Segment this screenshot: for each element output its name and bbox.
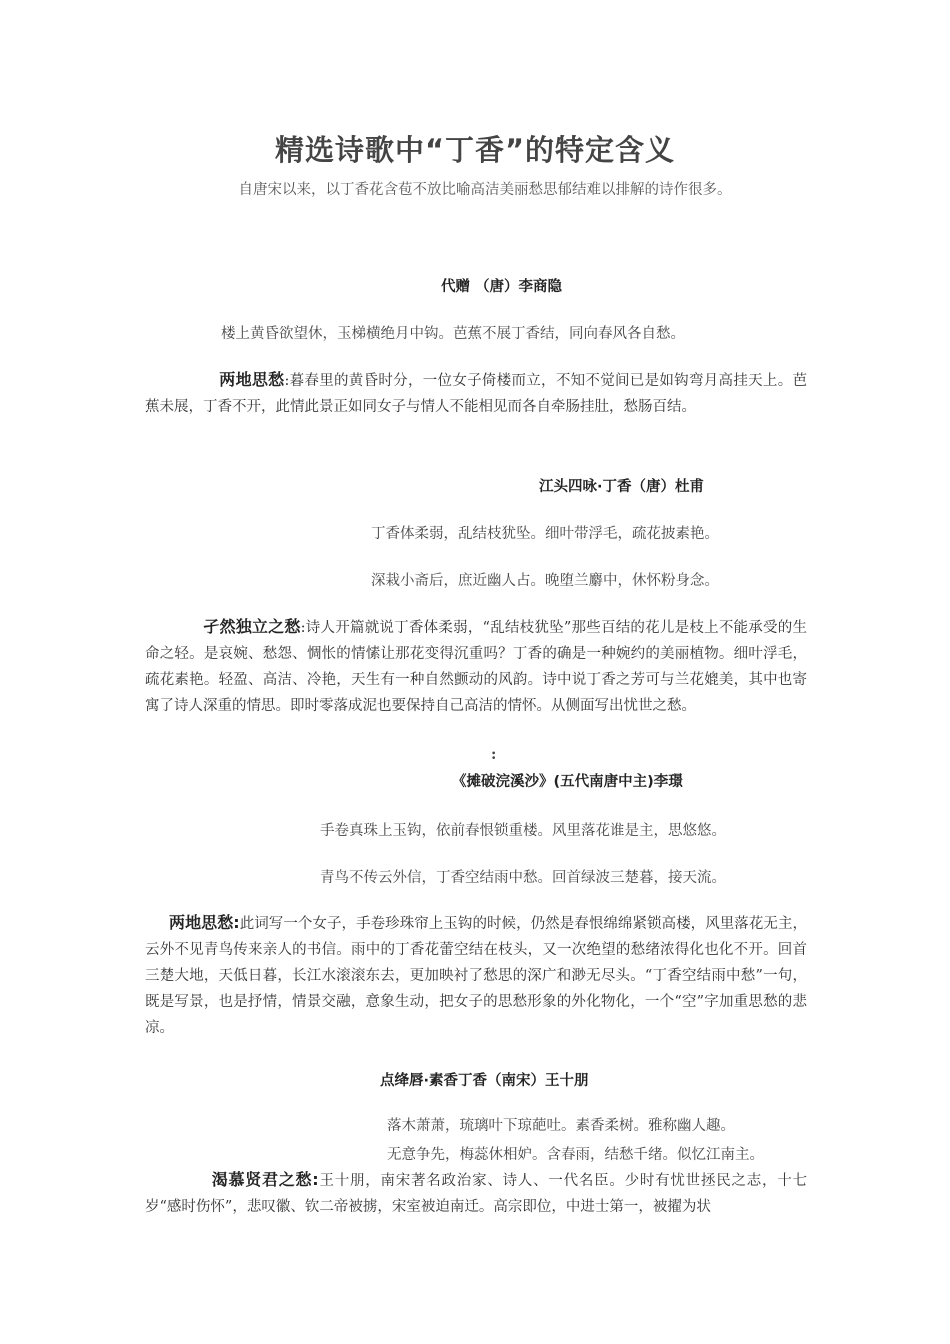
- commentary-text: :暮春里的黄昏时分，一位女子倚楼而立，不知不觉间已是如钩弯月高挂天上。芭蕉未展，丁香不开，此情此景正如同女子与情人不能相见而各自牵肠挂肚，愁肠百结。: [145, 373, 807, 415]
- poem-line: 手卷真珠上玉钩，依前春恨锁重楼。风里落花谁是主，思悠悠。: [320, 823, 726, 839]
- poem-line: 楼上黄昏欲望休，玉梯横绝月中钩。芭蕉不展丁香结，同向春风各自愁。: [221, 326, 685, 342]
- commentary-keyword: 孑然独立之愁: [203, 617, 301, 636]
- commentary-paragraph: [145, 1167, 807, 1220]
- poem-line: 青鸟不传云外信，丁香空结雨中愁。回首绿波三楚暮，接天流。: [320, 870, 726, 886]
- section-marker: :: [491, 746, 497, 763]
- poem-heading: 《摊破浣溪沙》(五代南唐中主)李璟: [452, 774, 683, 790]
- commentary-paragraph: [145, 614, 807, 719]
- poem-heading: 点绛唇·素香丁香（南宋）王十朋: [380, 1073, 589, 1089]
- poem-line: 落木萧萧，琉璃叶下琼葩吐。素香柔树。雅称幽人趣。: [387, 1118, 735, 1134]
- commentary-text: 此词写一个女子，手卷珍珠帘上玉钩的时候，仍然是春恨绵绵紧锁高楼，风里落花无主，云外不见青鸟传来亲人的书信。雨中的丁香花蕾空结在枝头，又一次绝望的愁绪浓得化也化不开。回首三楚大地，天低日暮，长江水滚滚东去，更加映衬了愁思的深广和渺无尽头。“丁香空结雨中愁”一句，既是写景，也是抒情，情景交融，意象生动，把女子的思愁形象的外化物化，一个“空”字加重思愁的悲凉。: [145, 916, 807, 1036]
- poem-line: 无意争先，梅蕊休相妒。含春雨，结愁千绪。似忆江南主。: [387, 1147, 764, 1163]
- poem-heading: 代赠 （唐）李商隐: [441, 279, 563, 295]
- poem-line: 深栽小斋后，庶近幽人占。晚堕兰麝中，休怀粉身念。: [371, 573, 719, 589]
- page-title: 精选诗歌中“丁香”的特定含义: [274, 133, 676, 167]
- commentary-keyword: 两地思愁:: [169, 913, 240, 932]
- poem-heading: 江头四咏·丁香（唐）杜甫: [539, 479, 705, 495]
- commentary-text: 王十朋，南宋著名政治家、诗人、一代名臣。少时有忧世拯民之志，十七岁“感时伤怀”，悲叹徽、钦二帝被掳，宋室被迫南迁。高宗即位，中进士第一，被擢为状: [145, 1173, 807, 1215]
- commentary-paragraph: [145, 910, 807, 1041]
- commentary-text: :诗人开篇就说丁香体柔弱，“乱结枝犹坠”那些百结的花儿是枝上不能承受的生命之轻。是哀婉、愁怨、惆怅的情愫让那花变得沉重吗？丁香的确是一种婉约的美丽植物。细叶浮毛，疏花素艳。轻盈、高洁、冷艳，天生有一种自然颤动的风韵。诗中说丁香之芳可与兰花媲美，其中也寄寓了诗人深重的情思。即时零落成泥也要保持自己高洁的情怀。从侧面写出忧世之愁。: [145, 620, 807, 714]
- page-subtitle: 自唐宋以来，以丁香花含苞不放比喻高洁美丽愁思郁结难以排解的诗作很多。: [238, 182, 732, 198]
- commentary-keyword: 渴慕贤君之愁:: [211, 1170, 319, 1189]
- commentary-keyword: 两地思愁: [219, 370, 285, 389]
- poem-line: 丁香体柔弱，乱结枝犹坠。细叶带浮毛，疏花披素艳。: [371, 526, 719, 542]
- commentary-paragraph: [145, 367, 807, 420]
